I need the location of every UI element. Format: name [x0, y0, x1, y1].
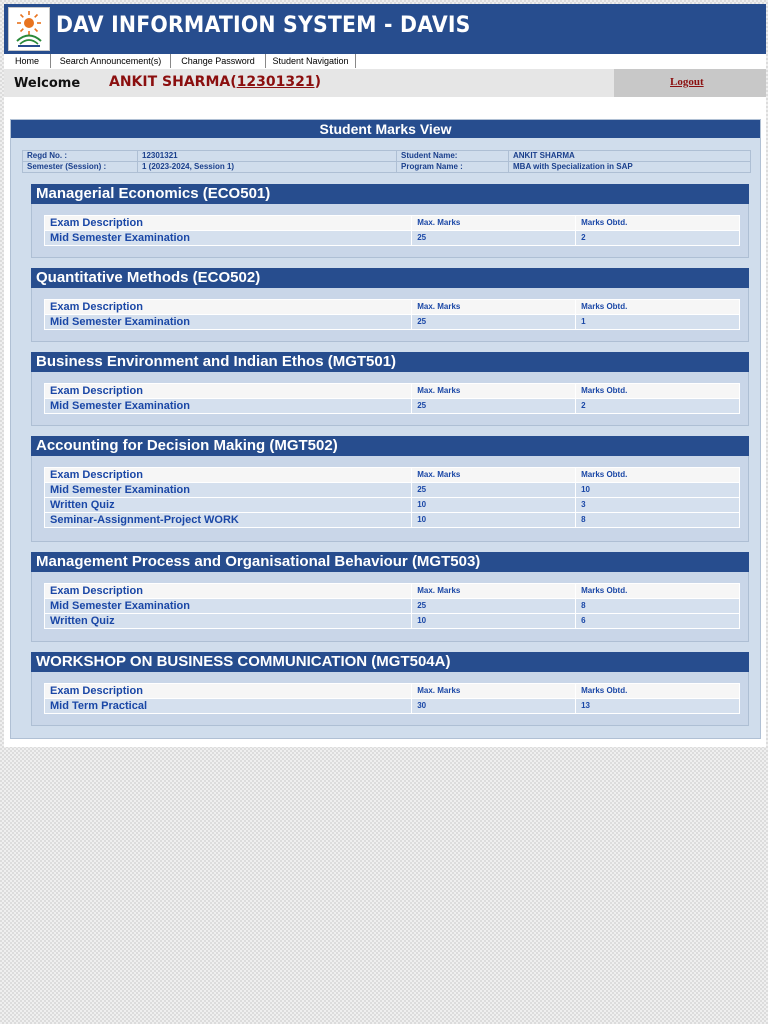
- exam-description: Mid Semester Examination: [45, 399, 412, 414]
- table-row: [45, 599, 740, 614]
- exam-description: Mid Semester Examination: [45, 599, 412, 614]
- header-marks-obtained: Marks Obtd.: [576, 384, 740, 399]
- marks-obtained: 8: [576, 513, 740, 528]
- course-section: [31, 436, 749, 542]
- header-exam-description: Exam Description: [45, 300, 412, 315]
- course-title: Management Process and Organisational Behaviour (MGT503): [31, 552, 749, 572]
- marks-table: [44, 467, 740, 528]
- max-marks: 25: [412, 231, 576, 246]
- marks-header-row: [45, 468, 740, 483]
- course-title: Business Environment and Indian Ethos (MGT501): [31, 352, 749, 372]
- panel-title: Student Marks View: [11, 120, 760, 138]
- course-section: [31, 184, 749, 258]
- exam-description: Mid Semester Examination: [45, 483, 412, 498]
- dav-logo: [8, 7, 50, 51]
- logout-area: [614, 69, 766, 97]
- table-row: [45, 498, 740, 513]
- max-marks: 25: [412, 483, 576, 498]
- marks-table: [44, 215, 740, 246]
- course-title: Quantitative Methods (ECO502): [31, 268, 749, 288]
- regd-label: Regd No. :: [23, 151, 138, 162]
- table-row: [45, 699, 740, 714]
- marks-obtained: 8: [576, 599, 740, 614]
- max-marks: 10: [412, 614, 576, 629]
- header-max-marks: Max. Marks: [412, 468, 576, 483]
- header-marks-obtained: Marks Obtd.: [576, 216, 740, 231]
- top-menu: [4, 54, 766, 70]
- welcome-user: ANKIT SHARMA(12301321): [109, 74, 321, 90]
- max-marks: 30: [412, 699, 576, 714]
- marks-obtained: 6: [576, 614, 740, 629]
- main-content: [4, 97, 766, 747]
- exam-description: Written Quiz: [45, 498, 412, 513]
- exam-description: Seminar-Assignment-Project WORK: [45, 513, 412, 528]
- header-exam-description: Exam Description: [45, 468, 412, 483]
- max-marks: 25: [412, 315, 576, 330]
- header-exam-description: Exam Description: [45, 384, 412, 399]
- student-info-table: [22, 150, 751, 173]
- max-marks: 10: [412, 513, 576, 528]
- marks-obtained: 3: [576, 498, 740, 513]
- menu-search-announcements[interactable]: Search Announcement(s): [51, 54, 171, 68]
- marks-obtained: 1: [576, 315, 740, 330]
- app-header: [4, 4, 766, 54]
- regd-value: 12301321: [138, 151, 397, 162]
- header-max-marks: Max. Marks: [412, 216, 576, 231]
- course-section: [31, 268, 749, 342]
- max-marks: 10: [412, 498, 576, 513]
- logout-link[interactable]: Logout: [670, 76, 704, 88]
- marks-table: [44, 299, 740, 330]
- semester-value: 1 (2023-2024, Session 1): [138, 162, 397, 173]
- marks-header-row: [45, 300, 740, 315]
- marks-table: [44, 683, 740, 714]
- exam-description: Written Quiz: [45, 614, 412, 629]
- table-row: [45, 513, 740, 528]
- welcome-bar: [4, 69, 766, 97]
- user-regd[interactable]: 12301321: [236, 74, 315, 90]
- table-row: [45, 231, 740, 246]
- course-title: Managerial Economics (ECO501): [31, 184, 749, 204]
- marks-panel: [10, 119, 761, 739]
- table-row: [45, 483, 740, 498]
- course-section: [31, 552, 749, 642]
- marks-header-row: [45, 584, 740, 599]
- exam-description: Mid Semester Examination: [45, 315, 412, 330]
- app-title: DAV INFORMATION SYSTEM - DAVIS: [56, 13, 471, 38]
- user-name: ANKIT SHARMA: [109, 74, 231, 90]
- header-exam-description: Exam Description: [45, 216, 412, 231]
- course-section: [31, 652, 749, 726]
- header-max-marks: Max. Marks: [412, 300, 576, 315]
- course-title: WORKSHOP ON BUSINESS COMMUNICATION (MGT504A): [31, 652, 749, 672]
- menu-change-password[interactable]: Change Password: [171, 54, 266, 68]
- menu-home[interactable]: Home: [4, 54, 51, 68]
- header-max-marks: Max. Marks: [412, 584, 576, 599]
- header-exam-description: Exam Description: [45, 684, 412, 699]
- program-label: Program Name :: [397, 162, 509, 173]
- header-exam-description: Exam Description: [45, 584, 412, 599]
- menu-student-navigation[interactable]: Student Navigation: [266, 54, 356, 68]
- marks-header-row: [45, 216, 740, 231]
- exam-description: Mid Semester Examination: [45, 231, 412, 246]
- header-max-marks: Max. Marks: [412, 684, 576, 699]
- marks-table: [44, 583, 740, 629]
- marks-obtained: 10: [576, 483, 740, 498]
- student-name-label: Student Name:: [397, 151, 509, 162]
- table-row: [45, 315, 740, 330]
- max-marks: 25: [412, 599, 576, 614]
- header-marks-obtained: Marks Obtd.: [576, 468, 740, 483]
- header-max-marks: Max. Marks: [412, 384, 576, 399]
- program-value: MBA with Specialization in SAP: [509, 162, 751, 173]
- marks-table: [44, 383, 740, 414]
- course-section: [31, 352, 749, 426]
- student-name-value: ANKIT SHARMA: [509, 151, 751, 162]
- table-row: [45, 614, 740, 629]
- welcome-label: Welcome: [14, 76, 81, 91]
- header-marks-obtained: Marks Obtd.: [576, 684, 740, 699]
- marks-obtained: 2: [576, 231, 740, 246]
- header-marks-obtained: Marks Obtd.: [576, 584, 740, 599]
- table-row: [45, 399, 740, 414]
- marks-obtained: 13: [576, 699, 740, 714]
- course-title: Accounting for Decision Making (MGT502): [31, 436, 749, 456]
- marks-header-row: [45, 684, 740, 699]
- exam-description: Mid Term Practical: [45, 699, 412, 714]
- marks-header-row: [45, 384, 740, 399]
- semester-label: Semester (Session) :: [23, 162, 138, 173]
- max-marks: 25: [412, 399, 576, 414]
- header-marks-obtained: Marks Obtd.: [576, 300, 740, 315]
- marks-obtained: 2: [576, 399, 740, 414]
